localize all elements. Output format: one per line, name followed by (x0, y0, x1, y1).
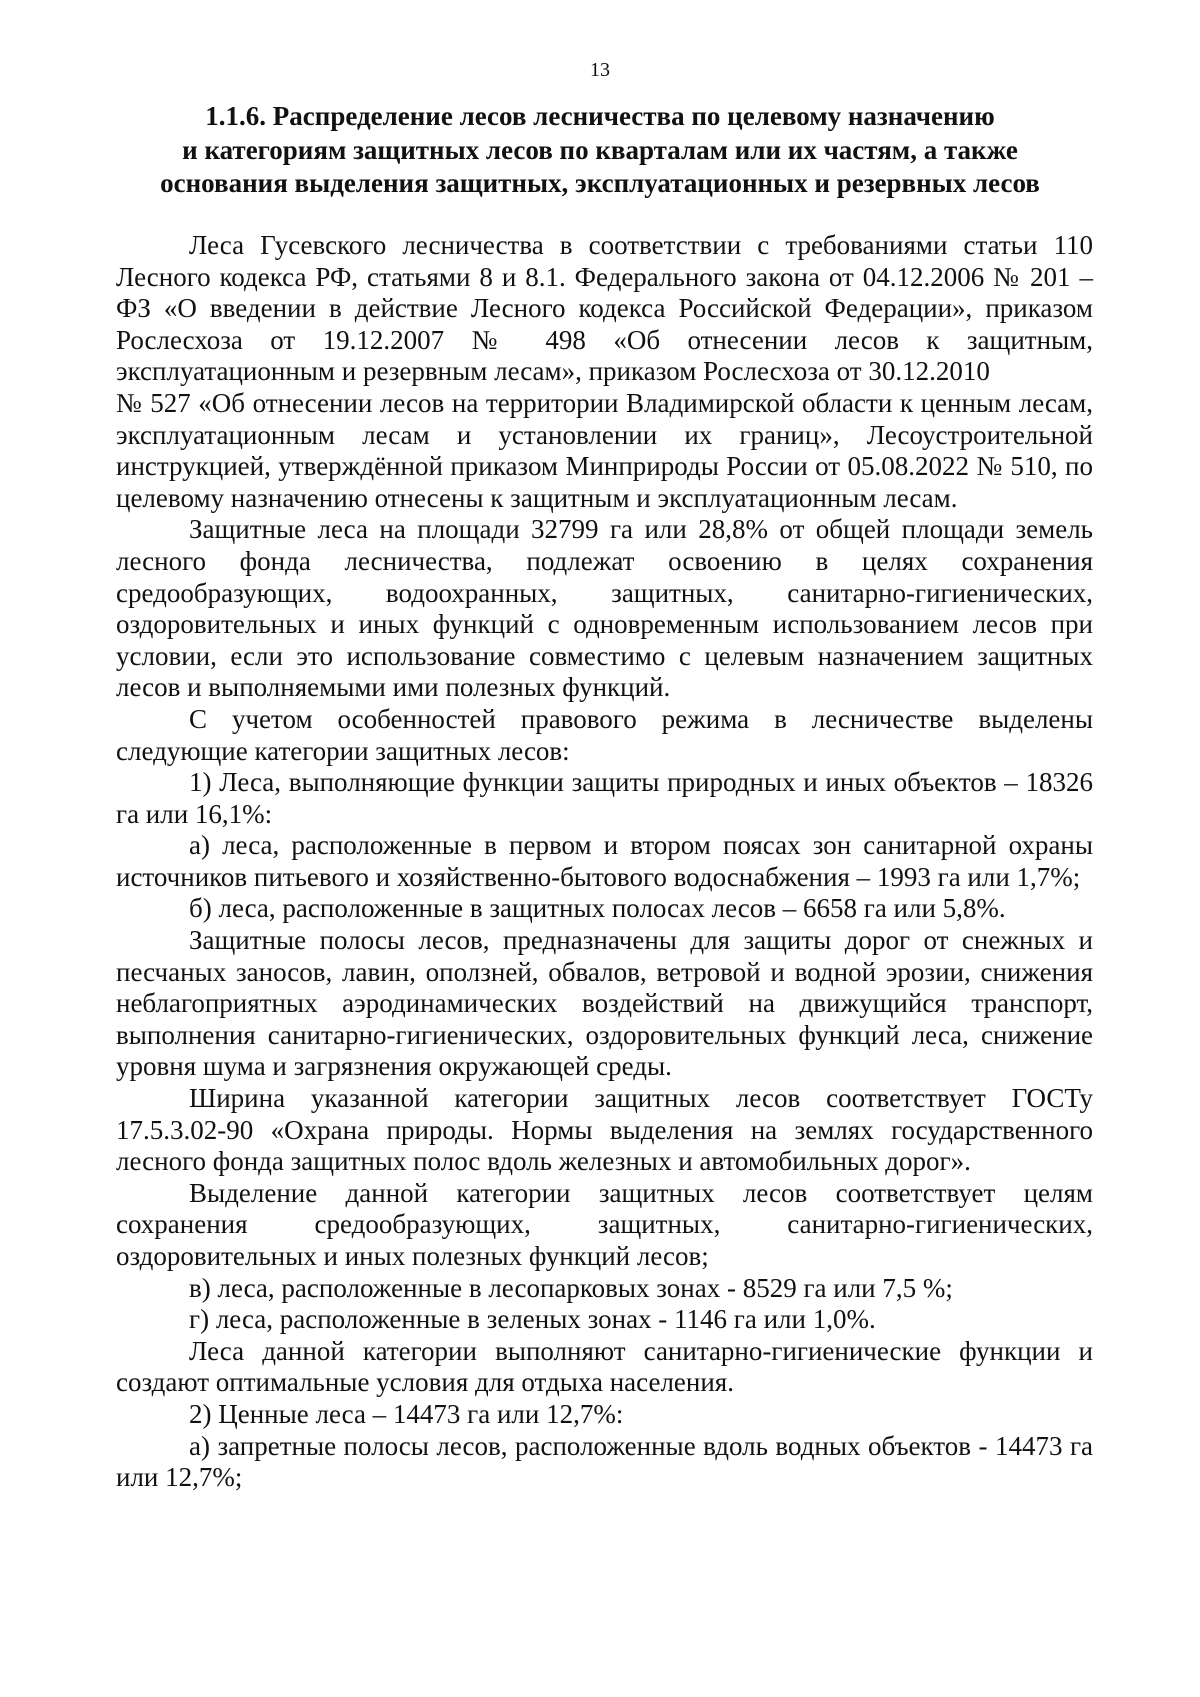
paragraph: а) запретные полосы лесов, расположенные вдоль водных объектов - 14473 га или 12,7%; (116, 1430, 1093, 1493)
paragraph: Леса Гусевского лесничества в соответствии с требованиями статьи 110 Лесного кодекса РФ, статьями 8 и 8.1. Федерального закона от 04.12.2006 № 201 – ФЗ «О введении в действие Лесного кодекса Российской Федерации», приказом Рослесхоза от 19.12.2007 № 498 «Об отнесении лесов к защитным, эксплуатационным и резервным лесам», приказом Рослесхоза от 30.12.2010 (116, 230, 1093, 387)
paragraph: в) леса, расположенные в лесопарковых зонах - 8529 га или 7,5 %; (189, 1272, 953, 1303)
paragraph: С учетом особенностей правового режима в лесничестве выделены следующие категории защитных лесов: (116, 703, 1093, 766)
heading-line: 1.1.6. Распределение лесов лесничества по целевому назначению (205, 101, 995, 131)
paragraph: № 527 «Об отнесении лесов на территории Владимирской области к ценным лесам, эксплуатационным лесам и установлении их границ», Лесоустроительной инструкцией, утверждённой приказом Минприроды России от 05.08.2022 № 510, по целевому назначению отнесены к защитным и эксплуатационным лесам. (116, 387, 1093, 513)
paragraph: Защитные леса на площади 32799 га или 28,8% от общей площади земель лесного фонда лесничества, подлежат освоению в целях сохранения средообразующих, водоохранных, защитных, санитарно-гигиенических, оздоровительных и иных функций с одновременным использованием лесов при условии, если это использование совместимо с целевым назначением защитных лесов и выполняемыми ими полезных функций. (116, 514, 1093, 703)
section-heading (110, 100, 1090, 201)
paragraph: а) леса, расположенные в первом и втором поясах зон санитарной охраны источников питьевого и хозяйственно-бытового водоснабжения – 1993 га или 1,7%; (116, 830, 1093, 892)
paragraph: б) леса, расположенные в защитных полосах лесов – 6658 га или 5,8%. (189, 893, 1006, 924)
paragraph: Леса данной категории выполняют санитарно-гигиенические функции и создают оптимальные условия для отдыха населения. (116, 1335, 1093, 1398)
paragraph: 2) Ценные леса – 14473 га или 12,7%: (189, 1398, 624, 1429)
paragraph: 1) Леса, выполняющие функции защиты природных и иных объектов – 18326 га или 16,1%: (116, 767, 1093, 829)
body-text (116, 230, 1093, 1494)
paragraph: Защитные полосы лесов, предназначены для защиты дорог от снежных и песчаных заносов, лавин, оползней, обвалов, ветровой и водной эрозии, снижения неблагоприятных аэродинамических воздействий на движущийся транспорт, выполнения санитарно-гигиенических, оздоровительных функций леса, снижение уровня шума и загрязнения окружающей среды. (116, 925, 1093, 1082)
heading-line: и категориям защитных лесов по кварталам или их частям, а также (182, 134, 1018, 165)
paragraph: Ширина указанной категории защитных лесов соответствует ГОСТу 17.5.3.02-90 «Охрана природы. Нормы выделения на землях государственного лесного фонда защитных полос вдоль железных и автомобильных дорог». (116, 1083, 1093, 1177)
paragraph: г) леса, расположенные в зеленых зонах - 1146 га или 1,0%. (189, 1304, 876, 1335)
heading-line: основания выделения защитных, эксплуатационных и резервных лесов (160, 168, 1040, 198)
page-number: 13 (590, 59, 610, 81)
paragraph: Выделение данной категории защитных лесов соответствует целям сохранения средообразующих, защитных, санитарно-гигиенических, оздоровительных и иных полезных функций лесов; (116, 1177, 1093, 1271)
